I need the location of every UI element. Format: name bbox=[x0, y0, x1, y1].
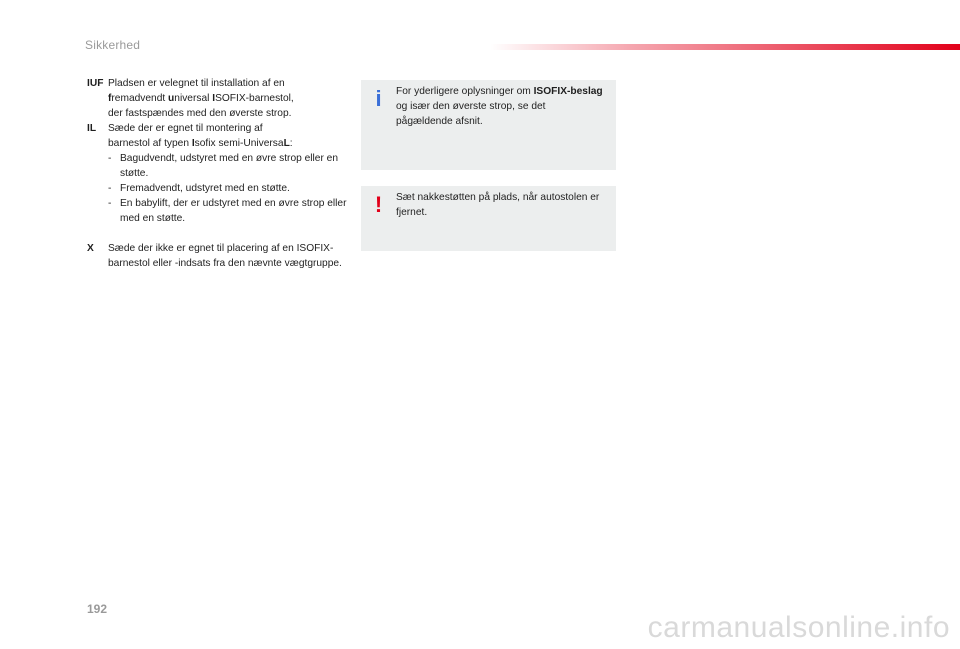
il-option-3: En babylift, der er udstyret med en øvre strop eller med en støtte. bbox=[120, 198, 347, 224]
definition-iuf bbox=[87, 76, 347, 121]
info-text-after: og især den øverste strop, se det pågældende afsnit. bbox=[396, 101, 546, 127]
iuf-bold-i: I bbox=[212, 93, 216, 104]
list-item bbox=[108, 181, 347, 196]
iuf-line3: der fastspændes med den øverste strop. bbox=[108, 108, 292, 119]
page-number: 192 bbox=[87, 602, 108, 616]
definition-x bbox=[87, 241, 347, 271]
seat-definitions bbox=[87, 76, 347, 271]
definition-iuf-text bbox=[108, 76, 347, 121]
iuf-bold-f: f bbox=[108, 93, 112, 104]
il-options-list bbox=[108, 151, 347, 226]
spacer bbox=[87, 226, 347, 241]
warning-box-text: Sæt nakkestøtten på plads, når autostolen er fjernet. bbox=[396, 192, 600, 218]
warning-icon: ! bbox=[374, 192, 383, 217]
info-text-before: For yderligere oplysninger om bbox=[396, 86, 534, 97]
definition-il bbox=[87, 121, 347, 226]
list-item bbox=[108, 196, 347, 226]
iuf-text-niversal: niversal bbox=[174, 93, 213, 104]
list-item bbox=[108, 151, 347, 181]
info-box bbox=[361, 80, 616, 170]
info-icon: i bbox=[375, 86, 382, 111]
il-text-typen: barnestol af typen bbox=[108, 138, 192, 149]
term-il: IL bbox=[87, 123, 97, 134]
il-line1: Sæde der er egnet til montering af bbox=[108, 123, 263, 134]
term-iuf: IUF bbox=[87, 78, 104, 89]
il-bold-l: L bbox=[283, 138, 290, 149]
iuf-text-sofix: SOFIX-barnestol, bbox=[215, 93, 294, 104]
il-text-colon: : bbox=[289, 138, 293, 149]
definition-x-text: Sæde der ikke er egnet til placering af en ISOFIX-barnestol eller -indsats fra den nævnte vægtgruppe. bbox=[108, 243, 342, 269]
list-dash: - bbox=[108, 198, 112, 209]
il-option-1: Bagudvendt, udstyret med en øvre strop eller en støtte. bbox=[120, 153, 339, 179]
info-box-text bbox=[396, 84, 604, 129]
il-option-2: Fremadvendt, udstyret med en støtte. bbox=[120, 183, 290, 194]
il-bold-i: I bbox=[191, 138, 195, 149]
header-accent-bar bbox=[490, 44, 960, 50]
term-x: X bbox=[87, 243, 94, 254]
section-title: Sikkerhed bbox=[85, 38, 141, 52]
iuf-text-remadvendt: remadvendt bbox=[111, 93, 169, 104]
definition-il-text bbox=[108, 121, 347, 226]
watermark: carmanualsonline.info bbox=[647, 611, 950, 644]
iuf-bold-u: u bbox=[168, 93, 175, 104]
list-dash: - bbox=[108, 153, 112, 164]
il-text-semi: sofix semi-Universa bbox=[194, 138, 284, 149]
list-dash: - bbox=[108, 183, 112, 194]
warning-box bbox=[361, 186, 616, 251]
iuf-line1: Pladsen er velegnet til installation af en bbox=[108, 78, 285, 89]
info-text-bold: ISOFIX-beslag bbox=[533, 86, 603, 97]
